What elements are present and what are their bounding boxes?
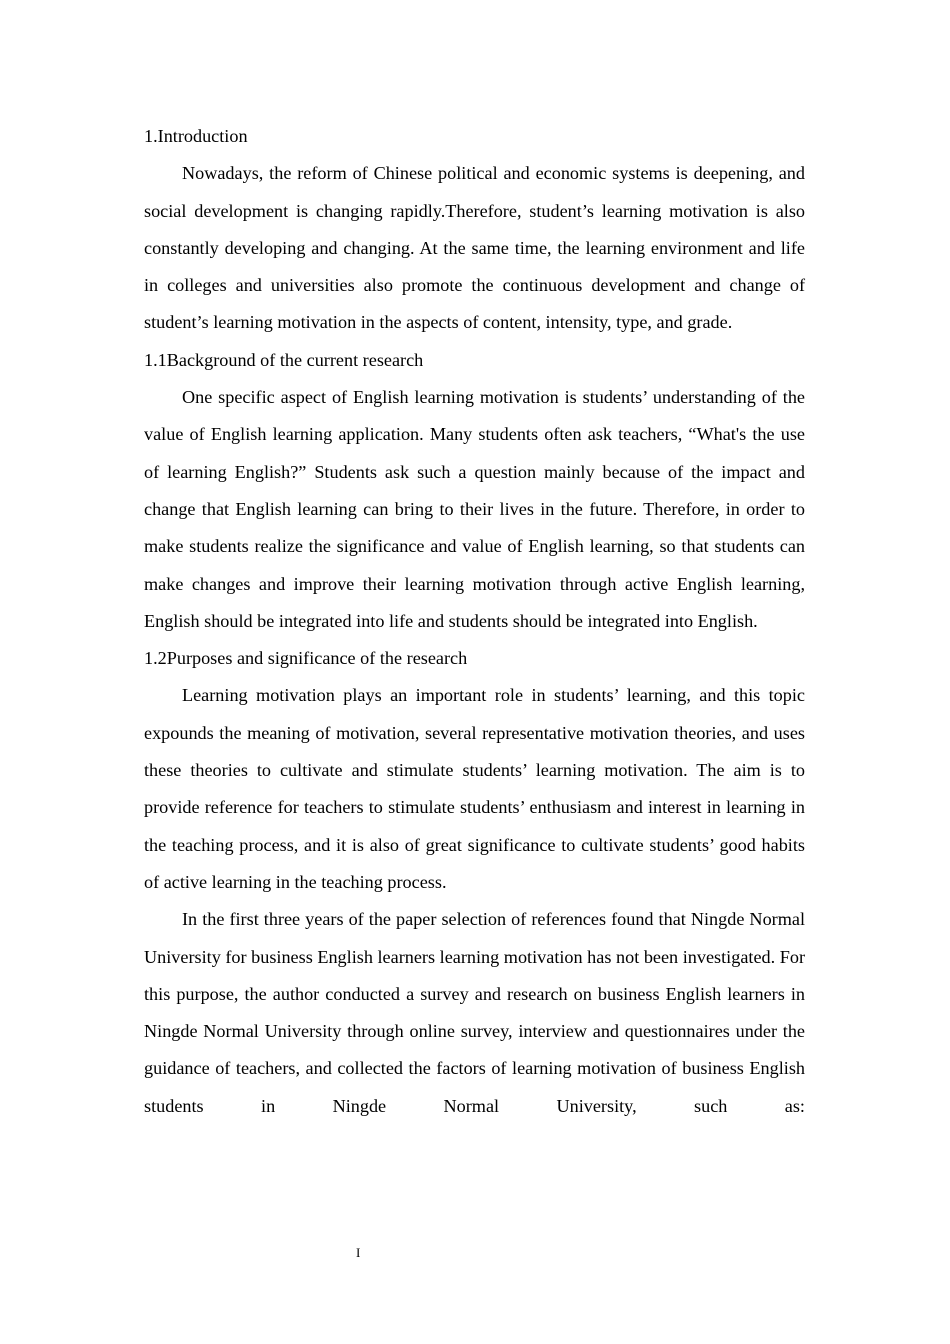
page-number: I [356, 1245, 361, 1260]
section-heading-purposes: 1.2Purposes and significance of the research [144, 648, 468, 669]
section-heading-background: 1.1Background of the current research [144, 349, 424, 370]
background-paragraph: One specific aspect of English learning motivation is students’ understanding of the value of English learning application. Many students often ask teachers, “What's the use of learning English?” Students ask such a question mainly because of the impact and change that English learning can bring to their lives in the future. Therefore, in order to make students realize the significance and value of English learning, so that students can make changes and improve their learning motivation through active English learning, English should be integrated into life and students should be integrated into English. [144, 387, 805, 631]
document-page [144, 118, 805, 1125]
section-heading-introduction: 1.Introduction [144, 126, 248, 146]
purposes-paragraph-2: In the first three years of the paper selection of references found that Ningde Normal University for business English learners learning motivation has not been investigated. For this purpose, the author conducted a survey and research on business English learners in Ningde Normal University through online survey, interview and questionnaires under the guidance of teachers, and collected the factors of learning motivation of business English students in Ningde Normal University, such as: [144, 909, 805, 1116]
purposes-paragraph-1: Learning motivation plays an important role in students’ learning, and this topic expounds the meaning of motivation, several representative motivation theories, and uses these theories to cultivate and stimulate students’ learning motivation. The aim is to provide reference for teachers to stimulate students’ enthusiasm and interest in learning in the teaching process, and it is also of great significance to cultivate students’ good habits of active learning in the teaching process. [144, 685, 805, 892]
introduction-paragraph: Nowadays, the reform of Chinese political and economic systems is deepening, and social development is changing rapidly.Therefore, student’s learning motivation is also constantly developing and changing. At the same time, the learning environment and life in colleges and universities also promote the continuous development and change of student’s learning motivation in the aspects of content, intensity, type, and grade. [144, 163, 805, 333]
